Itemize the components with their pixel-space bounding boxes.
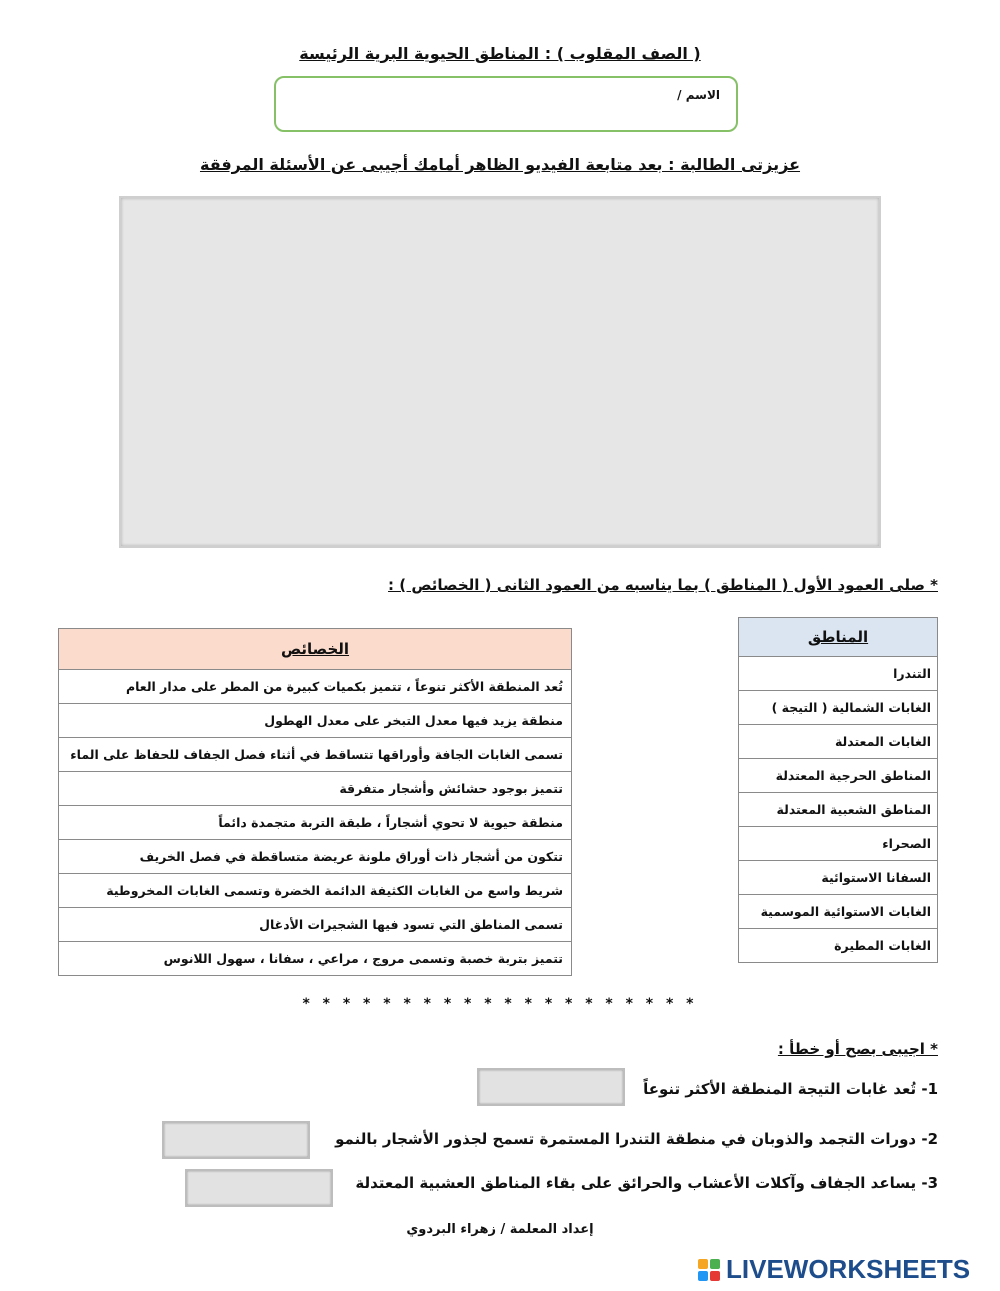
statement-3: 3- يساعد الجفاف وآكلات الأعشاب والحرائق على بقاء المناطق العشبية المعتدلة — [355, 1174, 938, 1192]
name-label: الاسم / — [677, 88, 720, 102]
characteristic-item[interactable]: منطقة حيوية لا تحوي أشجاراً ، طبقة التربة متجمدة دائماً — [59, 806, 572, 840]
region-item[interactable]: السفانا الاستوائية — [739, 861, 938, 895]
answer-box-1[interactable] — [477, 1068, 625, 1106]
statement-2: 2- دورات التجمد والذوبان في منطقة التندرا المستمرة تسمح لجذور الأشجار بالنمو — [335, 1130, 938, 1148]
region-item[interactable]: الصحراء — [739, 827, 938, 861]
liveworksheets-logo-icon — [698, 1259, 722, 1283]
regions-table — [738, 617, 938, 963]
characteristics-table — [58, 628, 572, 976]
worksheet-title: ( الصف المقلوب ) : المناطق الحيوية البرية الرئيسة — [299, 44, 701, 63]
characteristic-item[interactable]: تتميز بوجود حشائش وأشجار متفرقة — [59, 772, 572, 806]
region-item[interactable]: الغابات الشمالية ( التيجة ) — [739, 691, 938, 725]
answer-box-2[interactable] — [162, 1121, 310, 1159]
video-player[interactable] — [119, 196, 881, 548]
region-item[interactable]: الغابات المعتدلة — [739, 725, 938, 759]
characteristic-item[interactable]: تُعد المنطقة الأكثر تنوعاً ، تتميز بكميات كبيرة من المطر على مدار العام — [59, 670, 572, 704]
region-item[interactable]: التندرا — [739, 657, 938, 691]
region-item[interactable]: المناطق الشعبية المعتدلة — [739, 793, 938, 827]
region-item[interactable]: المناطق الحرجية المعتدلة — [739, 759, 938, 793]
answer-box-3[interactable] — [185, 1169, 333, 1207]
statement-1: 1- تُعد غابات التيجة المنطقة الأكثر تنوعاً — [643, 1080, 938, 1098]
teacher-credit: إعداد المعلمة / زهراء البردوي — [406, 1222, 594, 1237]
region-item[interactable]: الغابات المطيرة — [739, 929, 938, 963]
characteristic-item[interactable]: تتميز بتربة خصبة وتسمى مروج ، مراعي ، سفانا ، سهول اللانوس — [59, 942, 572, 976]
regions-header: المناطق — [739, 618, 938, 657]
instruction-text: عزيزتى الطالبة : بعد متابعة الفيديو الظاهر أمامك أجيبى عن الأسئلة المرفقة — [199, 155, 801, 174]
region-item[interactable]: الغابات الاستوائية الموسمية — [739, 895, 938, 929]
separator-stars: * * * * * * * * * * * * * * * * * * * * — [302, 996, 698, 1012]
matching-heading: * صلى العمود الأول ( المناطق ) بما يناسبه من العمود الثانى ( الخصائص ) : — [388, 576, 938, 594]
name-input-box[interactable] — [274, 76, 738, 132]
characteristic-item[interactable]: منطقة يزيد فيها معدل التبخر على معدل الهطول — [59, 704, 572, 738]
characteristic-item[interactable]: تسمى المناطق التي تسود فيها الشجيرات الأدغال — [59, 908, 572, 942]
characteristics-header: الخصائص — [59, 629, 572, 670]
liveworksheets-brand[interactable]: LIVEWORKSHEETS — [726, 1254, 971, 1284]
characteristic-item[interactable]: تتكون من أشجار ذات أوراق ملونة عريضة متساقطة في فصل الخريف — [59, 840, 572, 874]
true-false-heading: * اجيبى بصح أو خطأ : — [777, 1040, 938, 1058]
characteristic-item[interactable]: تسمى الغابات الجافة وأوراقها تتساقط في أثناء فصل الجفاف للحفاظ على الماء — [59, 738, 572, 772]
characteristic-item[interactable]: شريط واسع من الغابات الكثيفة الدائمة الخضرة وتسمى الغابات المخروطية — [59, 874, 572, 908]
